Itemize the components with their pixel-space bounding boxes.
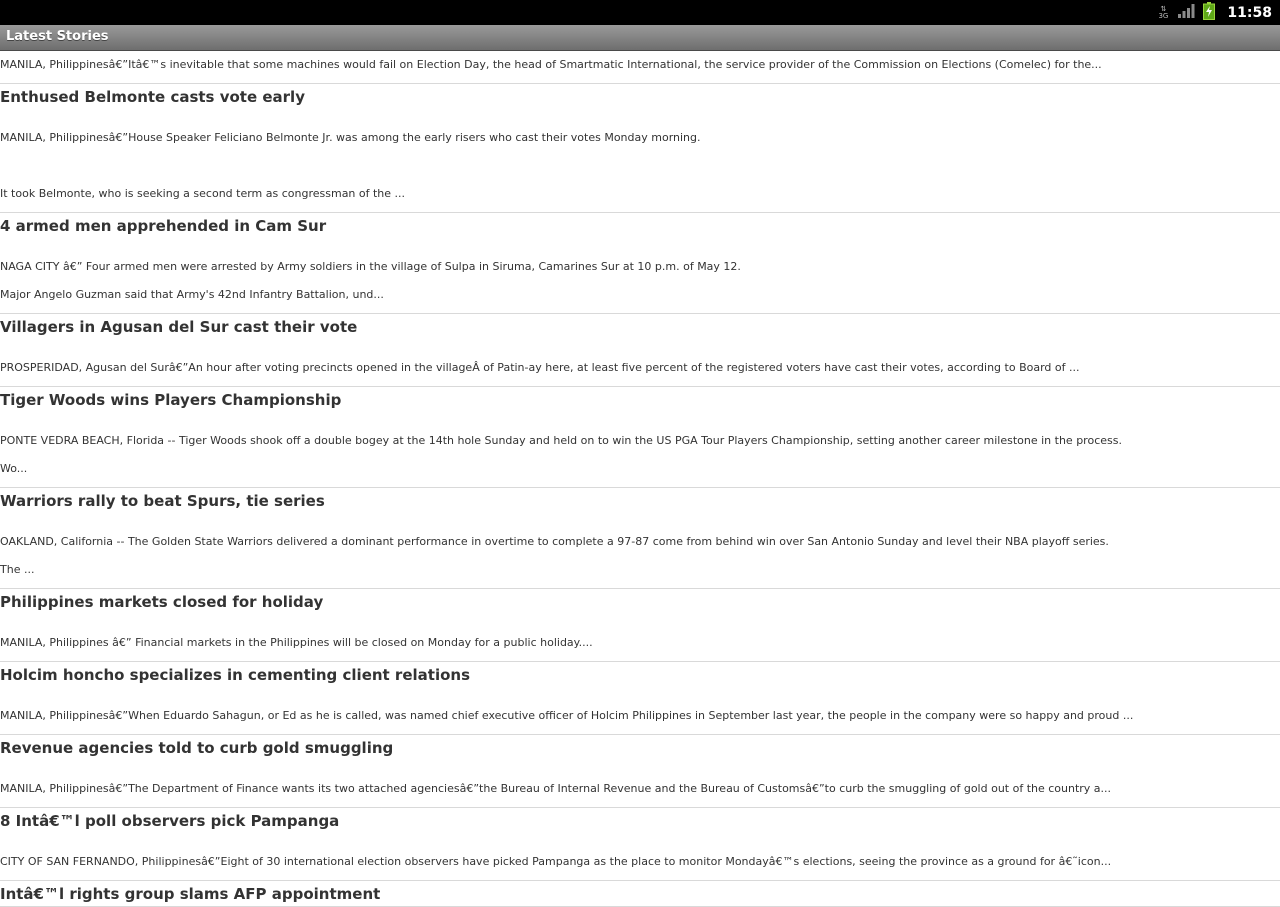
app-title-bar: [0, 25, 1280, 51]
story-item[interactable]: [0, 488, 1280, 589]
network-label: 3G: [1158, 11, 1169, 20]
story-title[interactable]: Tiger Woods wins Players Championship: [0, 391, 342, 409]
story-summary: MANILA, Philippinesâ€”When Eduardo Sahagun, or Ed as he is called, was named chief executive officer of Holcim Philippines in September last year, the people in the company were so happy and proud ...: [0, 709, 1134, 722]
story-title[interactable]: Intâ€™l rights group slams AFP appointment: [0, 885, 381, 903]
story-title[interactable]: 4 armed men apprehended in Cam Sur: [0, 217, 327, 235]
story-item[interactable]: [0, 84, 1280, 213]
network-3g-icon: ⇅ 3G: [1158, 4, 1169, 20]
story-item[interactable]: [0, 51, 1280, 84]
page-title: Latest Stories: [6, 29, 109, 44]
story-title[interactable]: Holcim honcho specializes in cementing client relations: [0, 666, 470, 684]
status-time: 11:58: [1227, 4, 1272, 21]
stories-list[interactable]: [0, 51, 1280, 903]
story-item[interactable]: [0, 213, 1280, 314]
story-item[interactable]: [0, 662, 1280, 735]
story-item[interactable]: [0, 735, 1280, 808]
story-summary: PONTE VEDRA BEACH, Florida -- Tiger Woods shook off a double bogey at the 14th hole Sunday and held on to win the US PGA Tour Players Championship, setting another career milestone in the process. Wo...: [0, 434, 1122, 475]
story-item[interactable]: [0, 589, 1280, 662]
story-item[interactable]: [0, 314, 1280, 387]
story-summary: CITY OF SAN FERNANDO, Philippinesâ€”Eight of 30 international election observers have picked Pampanga as the place to monitor Mondayâ€™s elections, seeing the province as a ground for â€˜icon...: [0, 855, 1112, 868]
battery-charging-icon: [1203, 2, 1215, 24]
status-icons: [1157, 0, 1272, 25]
story-item[interactable]: [0, 881, 1280, 907]
story-summary: MANILA, Philippinesâ€”Itâ€™s inevitable that some machines would fail on Election Day, the head of Smartmatic International, the service provider of the Commission on Elections (Comelec) for the...: [0, 58, 1102, 71]
story-summary: OAKLAND, California -- The Golden State Warriors delivered a dominant performance in overtime to complete a 97-87 come from behind win over San Antonio Sunday and level their NBA playoff series. The ...: [0, 535, 1109, 576]
story-item[interactable]: [0, 808, 1280, 881]
signal-strength-icon: [1177, 3, 1195, 23]
story-summary: PROSPERIDAD, Agusan del Surâ€”An hour after voting precincts opened in the villageÂ of Patin-ay here, at least five percent of the registered voters have cast their votes, according to Board of ...: [0, 361, 1080, 374]
story-title[interactable]: Warriors rally to beat Spurs, tie series: [0, 492, 325, 510]
story-summary: MANILA, Philippinesâ€”House Speaker Feliciano Belmonte Jr. was among the early risers who cast their votes Monday morning. It took Belmonte, who is seeking a second term as congressman of the ...: [0, 131, 701, 200]
status-bar: [0, 0, 1280, 25]
story-summary: MANILA, Philippines â€” Financial markets in the Philippines will be closed on Monday for a public holiday....: [0, 636, 593, 649]
story-title[interactable]: 8 Intâ€™l poll observers pick Pampanga: [0, 812, 340, 830]
story-title[interactable]: Villagers in Agusan del Sur cast their vote: [0, 318, 358, 336]
story-summary: NAGA CITY â€” Four armed men were arrested by Army soldiers in the village of Sulpa in Siruma, Camarines Sur at 10 p.m. of May 12. Major Angelo Guzman said that Army's 42nd Infantry Battalion, und...: [0, 260, 741, 301]
story-item[interactable]: [0, 387, 1280, 488]
story-summary: MANILA, Philippinesâ€”The Department of Finance wants its two attached agenciesâ€”the Bureau of Internal Revenue and the Bureau of Customsâ€”to curb the smuggling of gold out of the country a...: [0, 782, 1112, 795]
story-title[interactable]: Revenue agencies told to curb gold smuggling: [0, 739, 394, 757]
story-title[interactable]: Philippines markets closed for holiday: [0, 593, 324, 611]
story-title[interactable]: Enthused Belmonte casts vote early: [0, 88, 305, 106]
